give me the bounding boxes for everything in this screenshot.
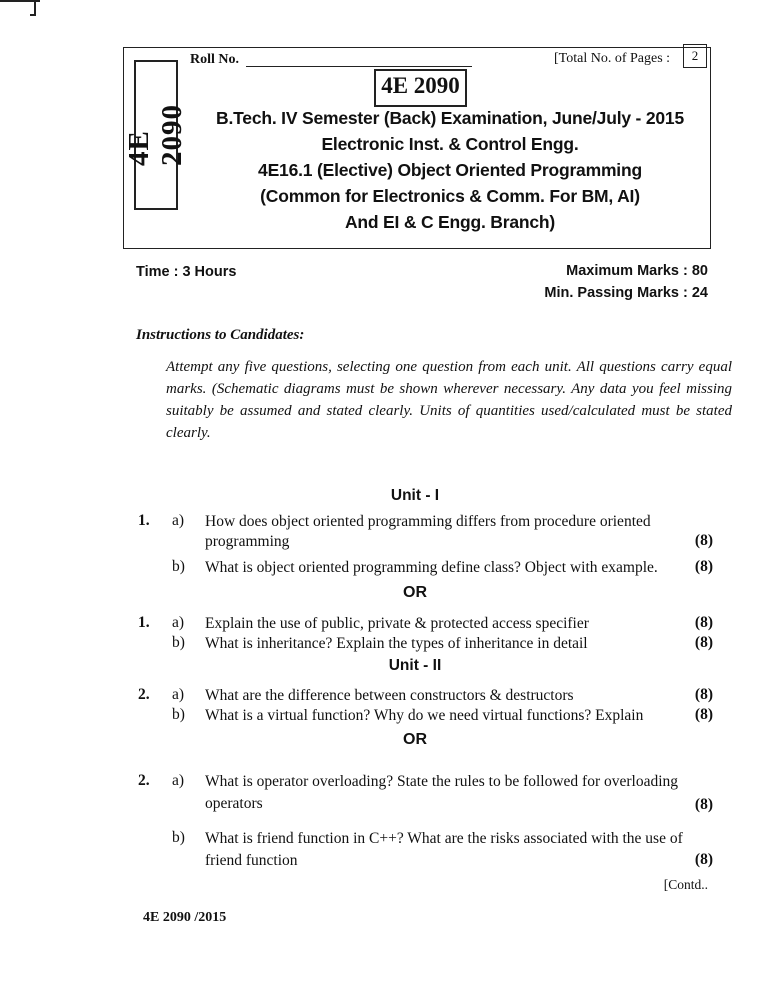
unit-heading: Unit - I xyxy=(390,487,440,504)
question-part-label: b) xyxy=(172,829,185,846)
question-number: 1. xyxy=(138,512,150,529)
question-text: programming xyxy=(205,533,290,550)
question-part-label: a) xyxy=(172,686,185,703)
question-marks: (8) xyxy=(694,634,713,651)
question-text: operators xyxy=(205,795,263,812)
question-marks: (8) xyxy=(694,532,713,549)
paper-code-box xyxy=(374,69,467,107)
question-text: What is friend function in C++? What are the risks associated with the use of xyxy=(205,830,683,847)
question-part-label: b) xyxy=(172,634,185,651)
question-text: Explain the use of public, private & protected access specifier xyxy=(205,615,589,632)
instructions-heading: Instructions to Candidates: xyxy=(136,327,305,343)
time-info: Time : 3 Hours xyxy=(136,264,237,280)
question-marks: (8) xyxy=(694,686,713,703)
or-separator: OR xyxy=(403,584,427,601)
total-pages-label: [Total No. of Pages : xyxy=(554,51,671,66)
scan-corner-bracket xyxy=(30,0,36,16)
question-text: friend function xyxy=(205,852,298,869)
question-marks: (8) xyxy=(694,558,713,575)
branch-title: Electronic Inst. & Control Engg. xyxy=(321,134,579,154)
roll-no-line xyxy=(246,66,472,67)
roll-no-label: Roll No. xyxy=(190,52,239,67)
min-passing-marks: Min. Passing Marks : 24 xyxy=(544,285,708,301)
branch-note: And EI & C Engg. Branch) xyxy=(344,212,556,232)
subject-title: 4E16.1 (Elective) Object Oriented Programming xyxy=(258,160,642,180)
question-marks: (8) xyxy=(694,614,713,631)
unit-heading: Unit - II xyxy=(388,657,442,674)
exam-title: B.Tech. IV Semester (Back) Examination, June/July - 2015 xyxy=(216,108,684,128)
side-paper-code: 4E 2090 xyxy=(123,104,188,166)
question-number: 1. xyxy=(138,614,150,631)
question-marks: (8) xyxy=(694,796,713,813)
total-pages-value: 2 xyxy=(683,44,707,68)
question-text: What are the difference between constructors & destructors xyxy=(205,687,574,704)
question-number: 2. xyxy=(138,686,150,703)
common-note: (Common for Electronics & Comm. For BM, AI) xyxy=(260,186,640,206)
question-part-label: a) xyxy=(172,772,185,789)
question-part-label: a) xyxy=(172,512,185,529)
question-marks: (8) xyxy=(694,706,713,723)
footer-paper-code: 4E 2090 /2015 xyxy=(143,910,227,925)
question-text: What is inheritance? Explain the types of inheritance in detail xyxy=(205,635,588,652)
question-part-label: b) xyxy=(172,558,185,575)
or-separator: OR xyxy=(403,731,427,748)
paper-code: 4E 2090 xyxy=(381,73,460,98)
question-text: What is object oriented programming define class? Object with example. xyxy=(205,559,658,576)
maximum-marks: Maximum Marks : 80 xyxy=(566,263,708,279)
question-part-label: b) xyxy=(172,706,185,723)
side-paper-code-box xyxy=(123,60,188,210)
question-text: What is operator overloading? State the rules to be followed for overloading xyxy=(205,773,679,790)
question-marks: (8) xyxy=(694,851,713,868)
continued-note: [Contd.. xyxy=(663,877,708,892)
question-part-label: a) xyxy=(172,614,185,631)
instructions-text: Attempt any five questions, selecting one question from each unit. All questions carry equal marks. (Schematic diagrams must be shown wherever necessary. Any data you feel missing suitably be assumed and stated clearly. Units of quantities used/calculated must be stated clearly. xyxy=(166,359,732,441)
question-number: 2. xyxy=(138,772,150,789)
question-text: What is a virtual function? Why do we need virtual functions? Explain xyxy=(205,707,644,724)
question-text: How does object oriented programming differs from procedure oriented xyxy=(205,513,651,530)
